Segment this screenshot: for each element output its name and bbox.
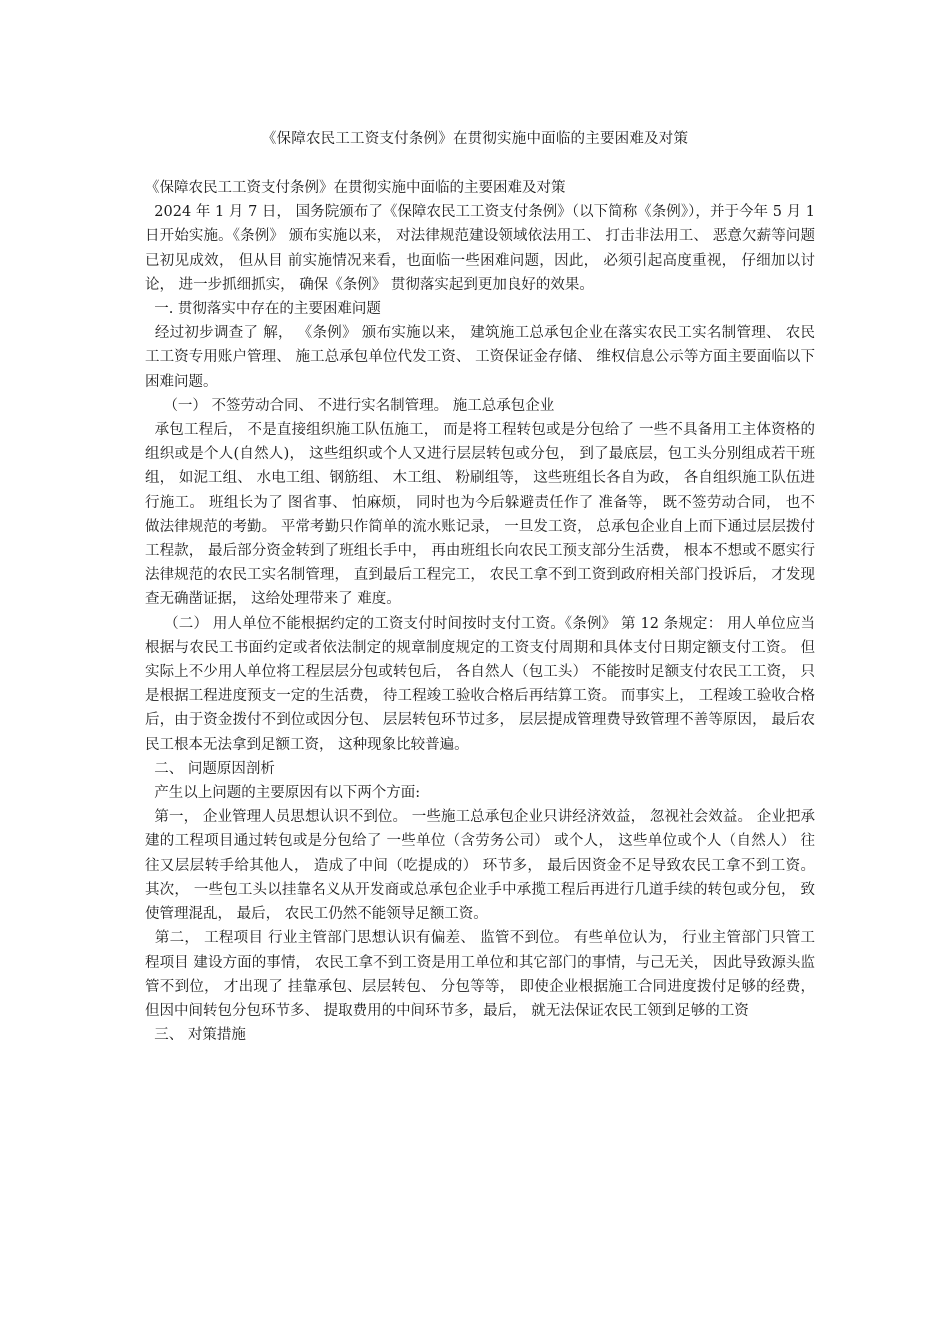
heading-section-3: 三、 对策措施	[145, 1027, 246, 1044]
heading-section-1: 一. 贯彻落实中存在的主要困难问题	[145, 301, 381, 318]
heading-section-2: 二、 问题原因剖析	[145, 760, 275, 777]
paragraph-subcontracting: 承包工程后， 不是直接组织施工队伍施工， 而是将工程转包或是分包给了 一些不具备用工主体资格的组织或是个人(自然人)， 这些组织或个人又进行层层转包或分包， 到了最底层，包工头分别组成若干班组， 如泥工组、 水电工组、钢筋组、 木工组、 粉刷组等， 这些班组长各自为政， 各自组织施工队伍进行施工。 班组长为了 图省事、 怕麻烦， 同时也为今后躲避责任作了 准备等， 既不签劳动合同， 也不做法律规范的考勤。 平常考勤只作简单的流水账记录， 一旦发工资， 总承包企业自上而下通过层层拨付工程款， 最后部分资金转到了班组长手中， 再由班组长向农民工预支部分生活费， 根本不想或不愿实行法律规范的农民工实名制管理， 直到最后工程完工， 农民工拿不到工资到政府相关部门投诉后， 才发现查无确凿证据， 这给处理带来了 难度。	[145, 422, 815, 608]
document-title: 《保障农民工工资支付条例》在贯彻实施中面临的主要困难及对策	[261, 131, 689, 147]
paragraph-subtitle: 《保障农民工工资支付条例》在贯彻实施中面临的主要困难及对策	[145, 180, 566, 196]
paragraph-subsection-2: （二） 用人单位不能根据约定的工资支付时间按时支付工资。《条例》 第 12 条规定： 用人单位应当根据与农民工书面约定或者依法制定的规章制度规定的工资支付周期和具体支付日期定额支付工资。 但实际上不少用人单位将工程层层分包或转包后， 各自然人（包工头） 不能按时足额支付农民工工资， 只是根据工程进度预支一定的生活费， 待工程竣工验收合格后再结算工资。 而事实上， 工程竣工验收合格后，由于资金拨付不到位或因分包、 层层转包环节过多， 层层提成管理费导致管理不善等原因， 最后农民工根本无法拿到足额工资， 这种现象比较普遍。	[145, 615, 815, 753]
paragraph-causes-intro: 产生以上问题的主要原因有以下两个方面:	[145, 785, 421, 802]
paragraph-cause-2: 第二， 工程项目 行业主管部门思想认识有偏差、 监管不到位。 有些单位认为， 行业主管部门只管工程项目 建设方面的事情， 农民工拿不到工资是用工单位和其它部门的事情，与己无关， 因此导致源头监管不到位， 才出现了 挂靠承包、层层转包、 分包等等， 即使企业根据施工合同进度拨付足够的经费， 但因中间转包分包环节多、 提取费用的中间环节多，最后， 就无法保证农民工领到足够的工资	[145, 930, 820, 1019]
paragraph-cause-1: 第一， 企业管理人员思想认识不到位。 一些施工总承包企业只讲经济效益， 忽视社会效益。 企业把承建的工程项目通过转包或是分包给了 一些单位（含劳务公司） 或个人， 这些单位或个人（自然人） 往往又层层转手给其他人， 造成了中间（吃提成的） 环节多， 最后因资金不足导致农民工拿不到工资。 其次， 一些包工头以挂靠名义从开发商或总承包企业手中承揽工程后再进行几道手续的转包或分包， 致使管理混乱， 最后， 农民工仍然不能领导足额工资。	[145, 809, 820, 923]
paragraph-intro: 2024 年 1 月 7 日， 国务院颁布了《保障农民工工资支付条例》（以下简称《条例》），并于今年 5 月 1 日开始实施。《条例》 颁布实施以来， 对法律规范建设领域依法用工、 打击非法用工、 恶意欠薪等问题已初见成效， 但从目 前实施情况来看，也面临一些困难问题，因此， 必须引起高度重视， 仔细加以讨论， 进一步抓细抓实， 确保《条例》 贯彻落实起到更加良好的效果。	[145, 204, 820, 293]
paragraph-survey: 经过初步调查了 解， 《条例》 颁布实施以来， 建筑施工总承包企业在落实农民工实名制管理、 农民工工资专用账户管理、 施工总承包单位代发工资、 工资保证金存储、 维权信息公示等方面主要面临以下困难问题。	[145, 325, 816, 390]
heading-subsection-1: （一） 不签劳动合同、 不进行实名制管理。 施工总承包企业	[145, 397, 555, 414]
document-body	[145, 176, 820, 1047]
